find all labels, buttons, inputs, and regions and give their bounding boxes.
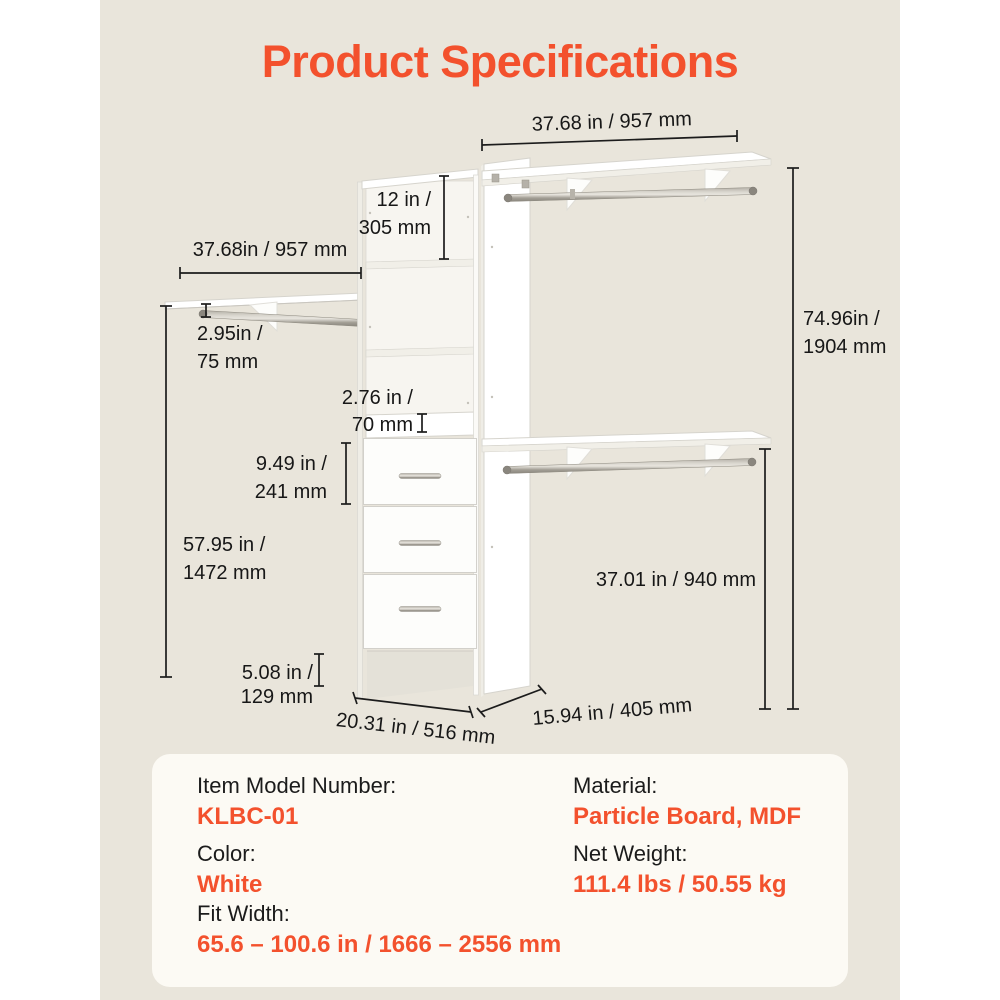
dim-label: 57.95 in / (183, 534, 266, 556)
spec-value: 65.6 – 100.6 in / 1666 – 2556 mm (197, 931, 562, 958)
dim-top-shelf-width (482, 108, 737, 151)
drawer-2-handle (399, 541, 441, 546)
lower-hanging-rod (507, 459, 752, 474)
spec-item-net-weight (573, 843, 787, 897)
dim-label: 12 in / (376, 189, 431, 211)
dim-label: 75 mm (197, 351, 259, 373)
dim-left-shelf-width (180, 239, 361, 279)
spec-label: Fit Width: (197, 901, 290, 926)
tower-plinth (367, 651, 473, 699)
spec-value: Particle Board, MDF (573, 803, 802, 830)
spec-item-color (197, 843, 262, 897)
dim-label: 20.31 in / 516 mm (334, 709, 497, 750)
spec-item-material (573, 775, 801, 829)
left-wing-shelf (165, 293, 362, 331)
drawer-2 (364, 507, 477, 573)
lower-rod-bracket-1 (567, 447, 592, 479)
spec-label: Material: (573, 773, 658, 798)
dim-label: 2.76 in / (341, 387, 413, 409)
right-side-panel (481, 158, 530, 697)
dim-label: 37.68in / 957 mm (192, 239, 348, 261)
spec-value: White (197, 871, 263, 898)
dim-label: 37.68 in / 957 mm (531, 108, 693, 136)
dim-label: 15.94 in / 405 mm (531, 694, 693, 730)
dim-drawer-height (255, 443, 351, 504)
spec-value: 111.4 lbs / 50.55 kg (573, 871, 787, 898)
dim-total-height (787, 168, 886, 709)
drawer-1-handle (399, 474, 441, 479)
dim-label: 129 mm (240, 686, 313, 708)
drawer-1 (364, 439, 477, 505)
dim-plinth-height (241, 654, 324, 708)
dim-base-width (335, 692, 497, 749)
page-title: Product Specifications (261, 36, 739, 87)
dim-label: 1472 mm (183, 562, 267, 584)
dim-base-depth (477, 685, 693, 730)
top-hanging-rod (508, 188, 753, 202)
spec-label: Net Weight: (573, 841, 688, 866)
dim-lower-rod-height (596, 449, 771, 709)
drawer-3-handle (399, 607, 441, 612)
drawer-stack (364, 439, 477, 649)
dim-label: 2.95in / (197, 323, 263, 345)
dim-label: 9.49 in / (255, 453, 327, 475)
spec-label: Color: (197, 841, 256, 866)
dim-label: 37.01 in / 940 mm (595, 569, 756, 591)
spec-item-fit-width (197, 903, 561, 957)
top-rod-bracket-2 (705, 169, 730, 201)
dim-label: 70 mm (351, 414, 413, 436)
dim-label: 305 mm (358, 217, 431, 239)
spec-label: Item Model Number: (197, 773, 397, 798)
dim-label: 1904 mm (803, 336, 887, 358)
spec-sheet (100, 0, 900, 1000)
dim-label: 74.96in / (803, 308, 880, 330)
dim-label: 241 mm (254, 481, 327, 503)
spec-item-model-number (197, 775, 396, 829)
dim-label: 5.08 in / (241, 662, 313, 684)
spec-card (152, 754, 848, 987)
spec-value: KLBC-01 (197, 803, 299, 830)
dimension-diagram (100, 95, 900, 755)
